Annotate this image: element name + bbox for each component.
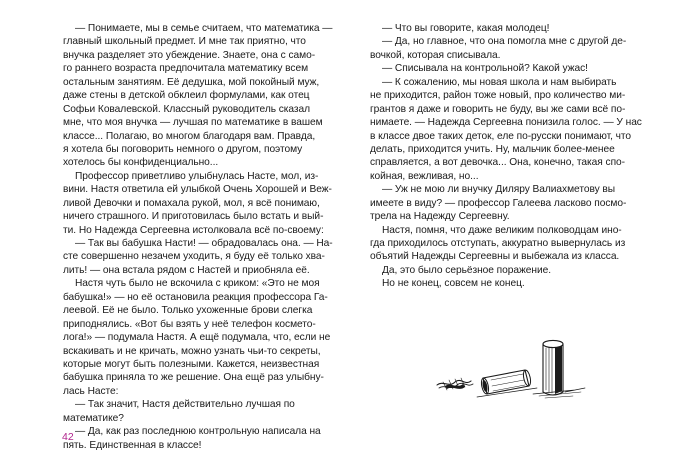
left-page-text-line: которые могут быть полезными. Кажется, неизвестная — [63, 358, 320, 370]
left-page-text-line: пять. Единственная в классе! — [63, 439, 202, 451]
right-page-text-line: объятий Надежды Сергеевны и выбежала из класса. — [370, 251, 620, 263]
right-page-text-line: — Списывала на контрольной? Какой ужас! — [382, 63, 588, 75]
left-page-text-line: — Так вы бабушка Насти! — обрадовалась она. — На- — [75, 238, 333, 249]
left-page-text-line: главный школьный предмет. И мне так приятно, что — [63, 36, 306, 48]
right-page-text — [370, 22, 642, 291]
right-page-text-line: койная, вежливая, но... — [370, 170, 479, 182]
right-page-text-line: Но не конец, совсем не конец. — [382, 278, 525, 290]
left-page-text-line: лить! — она встала рядом с Настей и приобняла её. — [63, 264, 310, 276]
left-page-text-line: — Понимаете, мы в семье считаем, что математика — — [75, 23, 333, 34]
left-page-text-line: Профессор приветливо улыбнулась Насте, мол, из- — [75, 170, 319, 182]
left-page-text-line: вини. Настя ответила ей улыбкой Очень Хорошей и Веж- — [63, 184, 332, 196]
left-page-text-line: бабушка приняла то же решение. Она ещё раз улыбну- — [63, 372, 324, 384]
left-page-text-line: вскакивать и не кричать, можно узнать чьи-то секреты, — [63, 345, 321, 357]
right-page — [337, 0, 674, 462]
left-page-text-line: даже стены в детской обклеил формулами, как отец — [63, 90, 310, 102]
left-page-text-line: ничего страшного. И приготовилась было встать и вый- — [63, 211, 324, 223]
left-page-text-line: го раннего возраста предпочитала математику всем — [63, 63, 309, 75]
right-page-text-line: — Уж не мою ли внучку Диляру Валиахметову вы — [382, 184, 616, 196]
right-page-text-line: трела на Надежду Сергеевну. — [370, 211, 510, 223]
right-page-text-line: гда приходилось отступать, аккуратно вывернулась из — [370, 238, 626, 249]
left-page-text-line: ливой Девочки и помахала рукой, мол, я всё понимаю, — [63, 197, 320, 209]
left-page-text-line: я хотела бы поговорить немного о другом, поэтому — [63, 143, 303, 155]
left-page-text-line: сте совершенно незачем уходить, я буду её только хва- — [63, 251, 325, 263]
right-page-text-line: — К сожалению, мы новая школа и нам выбирать — [382, 76, 617, 88]
left-page-text-line: внучка разделяет это убеждение. Знаете, она с само- — [63, 49, 316, 61]
page-number: 42 — [62, 431, 74, 443]
left-page-text-line: — Так значит, Настя действительно лучшая по — [75, 399, 295, 411]
left-page-text-line: остальным занятиям. Её дедушка, мой покойный муж, — [63, 76, 320, 88]
right-page-text-line: — Что вы говорите, какая молодец! — [382, 23, 550, 34]
right-page-text-line: вочкой, которая списывала. — [370, 49, 501, 61]
left-page-text-line: ти. Но Надежда Сергеевна истолковала всё по-своему: — [63, 224, 324, 236]
right-page-text-line: имеете в виду? — профессор Галеева ласково посмо- — [370, 197, 627, 209]
lipstick-sketch-icon — [425, 330, 595, 405]
right-page-text-line: в классе двое таких деток, еле по-русски понимают, что — [370, 130, 632, 142]
left-page-text — [63, 22, 333, 452]
left-page-text-line: лась Насте: — [63, 385, 119, 397]
left-page-text-line: приподнялись. «Вот бы взять у неё телефон космето- — [63, 318, 316, 330]
left-page-text-line: хотелось бы конфиденциально... — [63, 157, 219, 169]
left-page-text-line: лога!» — подумала Настя. А ещё подумала, что, если не — [63, 332, 331, 344]
right-page-text-line: Да, это было серьёзное поражение. — [382, 264, 551, 276]
right-page-text-line: Настя, помня, что даже великим полководцам ино- — [382, 224, 622, 236]
right-page-text-line: делать, приходится учить. Ну, мальчик более-менее — [370, 143, 615, 155]
right-page-text-line: справляется, а вот девочка... Она, конечно, такая спо- — [370, 157, 625, 169]
right-page-text-line: не приходится, район тоже новый, про количество ми- — [370, 90, 626, 102]
right-page-text-line: — Да, но главное, что она помогла мне с другой де- — [382, 36, 627, 48]
right-page-text-line: грантов я даже и говорить не буду, вы же сами всё по- — [370, 103, 626, 115]
left-page-text-line: Настя чуть было не вскочила с криком: «Это не моя — [75, 278, 320, 290]
left-page-text-line: — Да, как раз последнюю контрольную написала на — [75, 426, 321, 438]
left-page-text-line: классе... Полагаю, во многом благодаря вам. Правда, — [63, 130, 316, 142]
left-page-text-line: бабушка!» — но её остановила реакция профессора Га- — [63, 291, 328, 303]
left-page-text-line: Софьи Ковалевской. Классный руководитель сказал — [63, 103, 311, 115]
right-page-text-line: нимаете. — Надежда Сергеевна понизила голос. — У нас — [370, 117, 642, 129]
left-page-text-line: математике? — [63, 412, 124, 424]
left-page-text-line: леевой. Её не было. Только ухоженные брови слегка — [63, 305, 313, 317]
left-page-text-line: мне, что моя внучка — лучшая по математике в вашем — [63, 117, 323, 129]
